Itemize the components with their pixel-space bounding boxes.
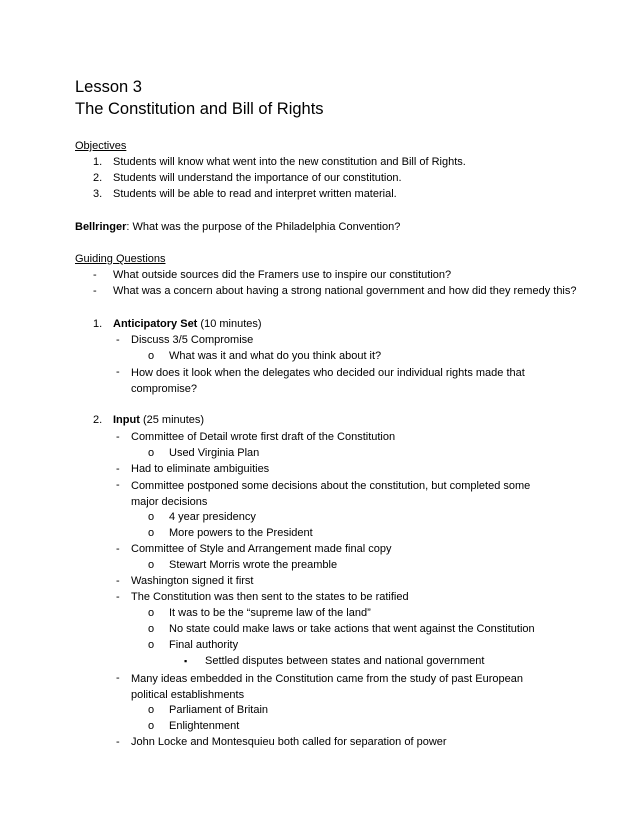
section-label: Input xyxy=(113,414,140,426)
bullet-dash: - xyxy=(93,269,97,281)
bellringer-text: : What was the purpose of the Philadelphia Convention? xyxy=(126,221,401,233)
lesson-number: Lesson 3 xyxy=(75,78,142,96)
bullet-dash: - xyxy=(116,591,120,603)
list-item: No state could make laws or take actions that went against the Constitution xyxy=(169,623,535,635)
objective-item: Students will know what went into the new constitution and Bill of Rights. xyxy=(113,156,466,168)
anticipatory-set-heading xyxy=(113,317,262,331)
bullet-circle: o xyxy=(148,511,155,523)
list-item: Committee postponed some decisions about the constitution, but completed some major decisions xyxy=(131,480,531,508)
bullet-dash: - xyxy=(116,543,120,555)
list-item: Settled disputes between states and national government xyxy=(205,655,485,667)
list-item: Committee of Detail wrote first draft of the Constitution xyxy=(131,431,396,443)
bullet-circle: o xyxy=(148,350,155,362)
bullet-dash: - xyxy=(93,285,97,297)
section-time: (25 minutes) xyxy=(139,414,205,426)
bullet-circle: o xyxy=(148,704,155,716)
list-item: Used Virginia Plan xyxy=(169,447,260,459)
objective-marker: 1. xyxy=(93,156,103,168)
section-marker: 2. xyxy=(93,414,103,426)
list-item: 4 year presidency xyxy=(169,511,256,523)
list-item: More powers to the President xyxy=(169,527,313,539)
section-marker: 1. xyxy=(93,318,103,330)
objective-item: Students will be able to read and interpret written material. xyxy=(113,188,397,200)
bullet-circle: o xyxy=(148,623,155,635)
list-item: Stewart Morris wrote the preamble xyxy=(169,559,338,571)
bullet-circle: o xyxy=(148,607,155,619)
objective-marker: 2. xyxy=(93,172,103,184)
bullet-dash: - xyxy=(116,334,120,346)
bullet-dash: - xyxy=(116,672,120,684)
guiding-question: What outside sources did the Framers use to inspire our constitution? xyxy=(113,269,452,281)
bullet-dash: - xyxy=(116,479,120,491)
bullet-dash: - xyxy=(116,575,120,587)
list-item: Had to eliminate ambiguities xyxy=(131,463,270,475)
bullet-dash: - xyxy=(116,736,120,748)
list-item: How does it look when the delegates who decided our individual rights made that compromise? xyxy=(131,367,525,395)
list-item: It was to be the “supreme law of the land” xyxy=(169,607,371,619)
bellringer-label: Bellringer xyxy=(75,221,127,233)
list-item: What was it and what do you think about it? xyxy=(169,350,382,362)
list-item: Discuss 3/5 Compromise xyxy=(131,334,254,346)
list-item: Parliament of Britain xyxy=(169,704,269,716)
bullet-circle: o xyxy=(148,639,155,651)
list-item: John Locke and Montesquieu both called for separation of power xyxy=(131,736,447,748)
list-item: The Constitution was then sent to the states to be ratified xyxy=(131,591,409,603)
objective-marker: 3. xyxy=(93,188,103,200)
bullet-circle: o xyxy=(148,527,155,539)
bullet-square: ▪ xyxy=(184,656,188,666)
guiding-questions-heading: Guiding Questions xyxy=(75,253,166,265)
bullet-dash: - xyxy=(116,463,120,475)
list-item: Committee of Style and Arrangement made final copy xyxy=(131,543,392,555)
list-item: Many ideas embedded in the Constitution came from the study of past European political establishments xyxy=(131,673,523,701)
objectives-heading: Objectives xyxy=(75,140,127,152)
input-heading xyxy=(113,413,204,427)
guiding-question: What was a concern about having a strong national government and how did they remedy this? xyxy=(113,285,577,297)
section-label: Anticipatory Set xyxy=(113,318,198,330)
list-item: Washington signed it first xyxy=(131,575,254,587)
objective-item: Students will understand the importance of our constitution. xyxy=(113,172,402,184)
bullet-dash: - xyxy=(116,431,120,443)
bellringer xyxy=(75,220,400,234)
bullet-dash: - xyxy=(116,366,120,378)
lesson-title: The Constitution and Bill of Rights xyxy=(75,100,324,118)
bullet-circle: o xyxy=(148,447,155,459)
list-item: Final authority xyxy=(169,639,239,651)
bullet-circle: o xyxy=(148,559,155,571)
section-time: (10 minutes) xyxy=(197,318,262,330)
bullet-circle: o xyxy=(148,720,155,732)
list-item: Enlightenment xyxy=(169,720,240,732)
